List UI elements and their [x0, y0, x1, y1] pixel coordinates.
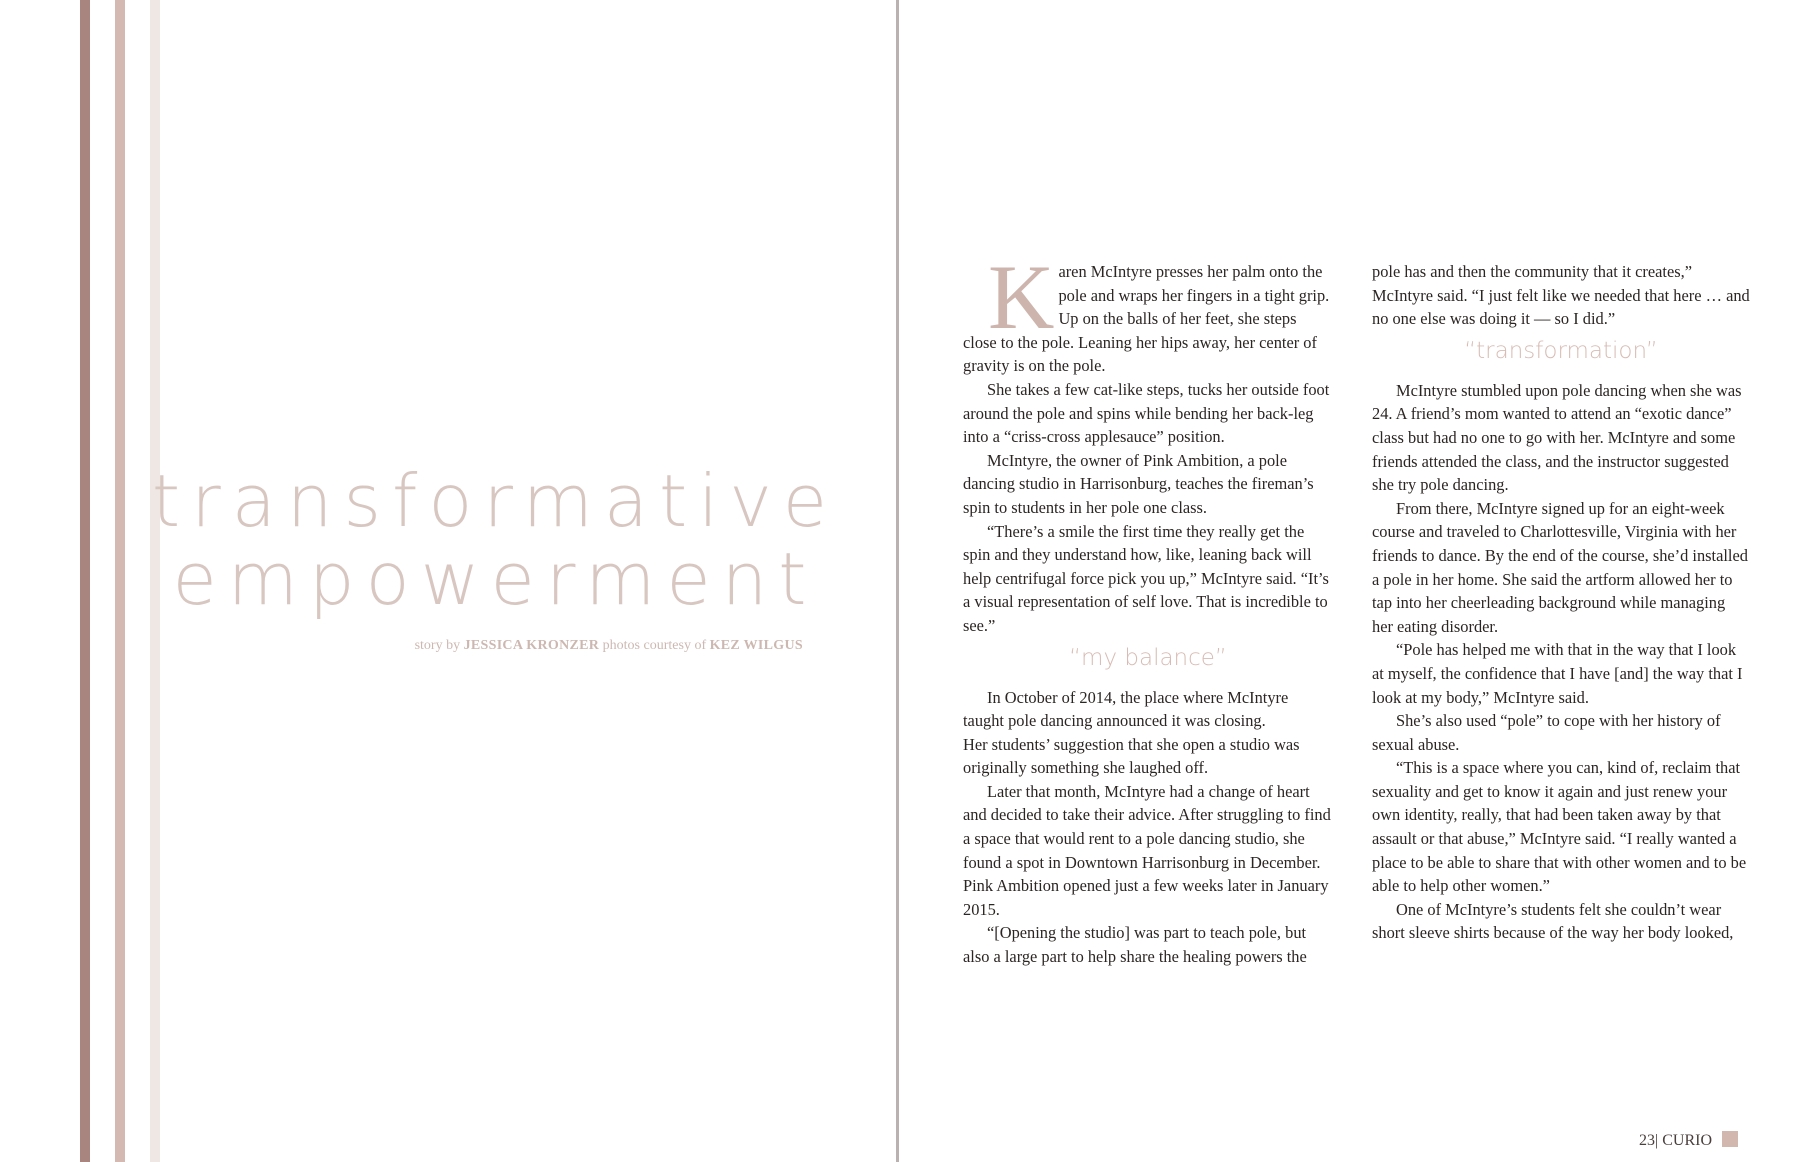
- paragraph: From there, McIntyre signed up for an eight-week course and traveled to Charlottesville, Virginia with her friends to dance. By the end of the course, she’d installed a pole in her home. She said the artform allowed her to tap into her cheerleading background while managing her eating disorder.: [1372, 498, 1748, 636]
- headline-line-1: transformative: [151, 459, 839, 543]
- byline-photos-prefix: photos courtesy of: [602, 638, 707, 653]
- folio-square-icon: [1722, 1131, 1738, 1147]
- paragraph: Later that month, McIntyre had a change of heart and decided to take their advice. After struggling to find a space that would rent to a pole dancing studio, she found a spot in Downtown Harrisonburg in December. Pink Ambition opened just a few weeks later in January 2015.: [963, 781, 1331, 919]
- decorative-stripe-dark: [80, 0, 90, 1162]
- byline-photographer: KEZ WILGUS: [709, 638, 803, 653]
- page-folio: [1639, 1131, 1738, 1150]
- decorative-stripe-mid: [115, 0, 125, 1162]
- paragraph: “Pole has helped me with that in the way that I look at myself, the confidence that I have [and] the way that I look at my body,” McIntyre said.: [1372, 640, 1743, 707]
- article-column-1: [963, 246, 1333, 969]
- headline-line-2: empowerment: [172, 537, 818, 621]
- byline-author: JESSICA KRONZER: [463, 638, 600, 653]
- paragraph: She’s also used “pole” to cope with her history of sexual abuse.: [1372, 711, 1721, 754]
- article-column-2: [1372, 260, 1750, 945]
- paragraph: In October of 2014, the place where McIntyre taught pole dancing announced it was closing.: [963, 687, 1289, 731]
- magazine-name: CURIO: [1662, 1132, 1712, 1149]
- paragraph: She takes a few cat-like steps, tucks her outside foot around the pole and spins while bending her back-leg into a “criss-cross applesauce” position.: [963, 379, 1330, 447]
- paragraph: One of McIntyre’s students felt she couldn’t wear short sleeve shirts because of the way her body looked,: [1372, 899, 1734, 943]
- paragraph: “[Opening the studio] was part to teach pole, but also a large part to help share the healing powers the: [963, 923, 1307, 967]
- drop-cap: K: [988, 246, 1055, 348]
- page-number: 23|: [1639, 1132, 1659, 1149]
- page-gutter: [896, 0, 899, 1162]
- paragraph-text: aren McIntyre presses her palm onto the pole and wraps her fingers in a tight grip. Up on the balls of her feet, she steps close to the pole. Leaning her hips away, her center of gravity is on the pole.: [963, 262, 1330, 376]
- byline-story-prefix: story by: [414, 638, 461, 653]
- paragraph: Her students’ suggestion that she open a studio was originally something she laughed off.: [963, 734, 1300, 778]
- paragraph: McIntyre stumbled upon pole dancing when she was 24. A friend’s mom wanted to attend an “exotic dance” class but had no one to go with her. McIntyre and some friends attended the class, and the instructor suggested she try pole dancing.: [1372, 380, 1742, 495]
- paragraph: “There’s a smile the first time they really get the spin and they understand how, like, leaning back will help centrifugal force pick you up,” McIntyre said. “It’s a visual representation of self love. That is incredible to see.”: [963, 521, 1329, 635]
- paragraph: McIntyre, the owner of Pink Ambition, a pole dancing studio in Harrisonburg, teaches the fireman’s spin to students in her pole one class.: [963, 450, 1314, 517]
- paragraph: pole has and then the community that it creates,” McIntyre said. “I just felt like we needed that here … and no one else was doing it — so I did.”: [1372, 262, 1750, 329]
- paragraph: [963, 246, 1333, 378]
- byline: [200, 638, 803, 654]
- section-subhead: “my balance”: [1069, 644, 1227, 671]
- paragraph: “This is a space where you can, kind of, reclaim that sexuality and get to know it again and just renew your own identity, really, that had been taken away by that assault or that abuse,” McIntyre said. “I really wanted a place to be able to share that with other women and to be able to help other women.”: [1372, 758, 1747, 896]
- article-headline: [150, 459, 840, 621]
- section-subhead: “transformation”: [1464, 337, 1658, 364]
